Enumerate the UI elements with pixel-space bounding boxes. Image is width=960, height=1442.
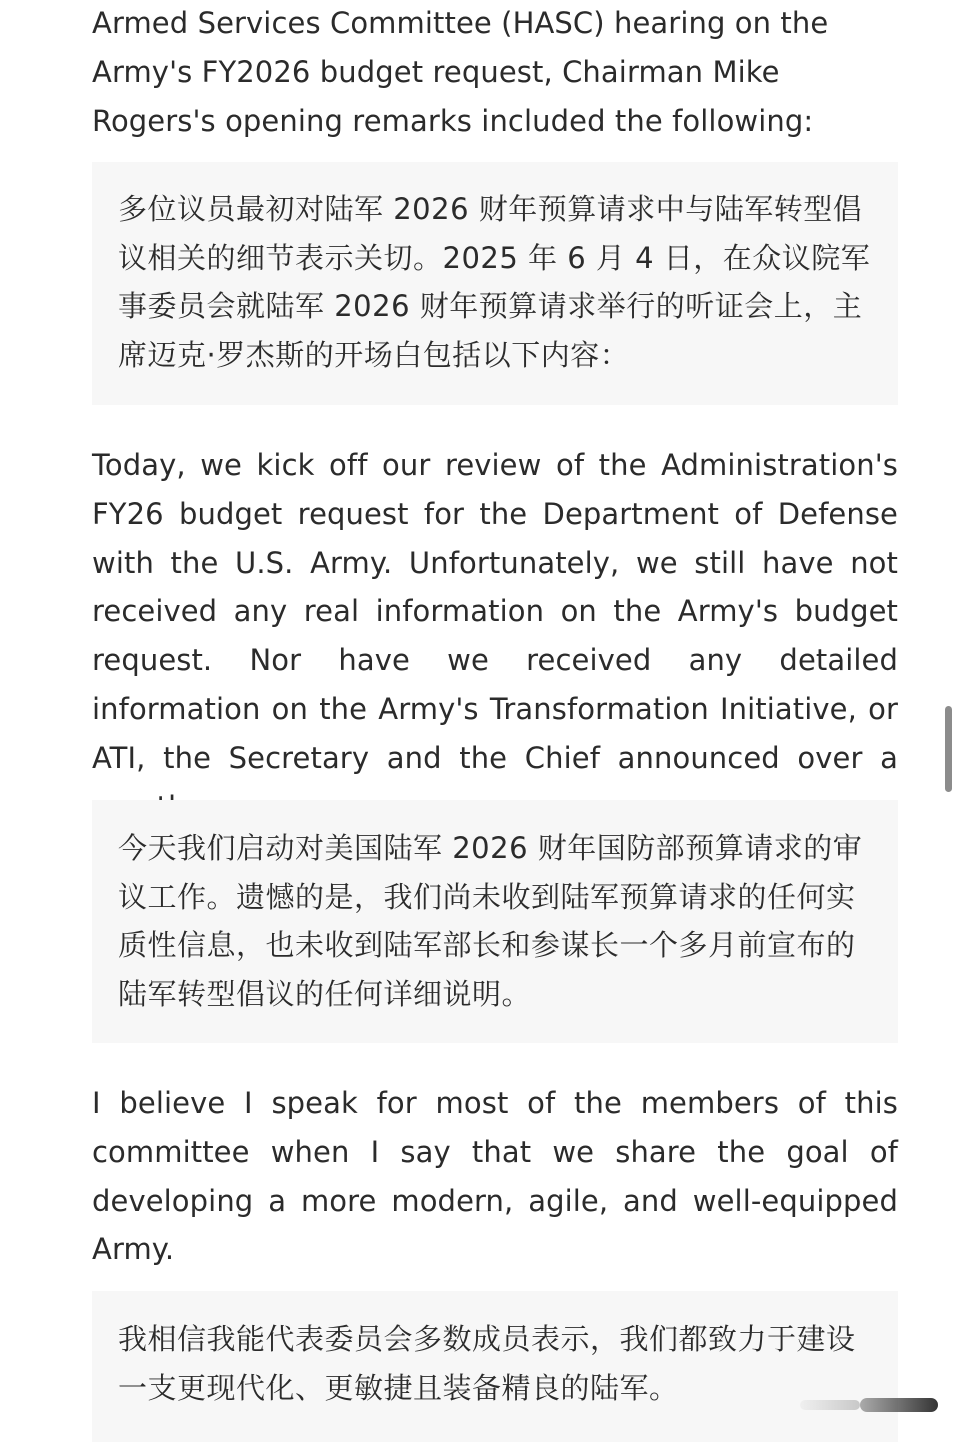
vertical-scrollbar-thumb[interactable] [945, 706, 952, 792]
watermark [800, 1396, 940, 1416]
paragraph-chinese-2: 今天我们启动对美国陆军 2026 财年国防部预算请求的审议工作。遗憾的是，我们尚未收到陆军预算请求的任何实质性信息，也未收到陆军部长和参谋长一个多月前宣布的陆军转型倡议的任何详细说明。 [118, 831, 863, 1011]
watermark-fade-mark [800, 1400, 860, 1410]
paragraph-english-1: Armed Services Committee (HASC) hearing on the Army's FY2026 budget request, Chairman Mike Rogers's opening remarks included the following: [92, 6, 829, 138]
paragraph-english-3: I believe I speak for most of the members of this committee when I say that we share the goal of developing a more modern, agile, and well-equipped Army. [92, 1086, 898, 1267]
translation-block-1 [92, 162, 898, 405]
watermark-dark-mark [860, 1398, 938, 1412]
paragraph-chinese-3: 我相信我能代表委员会多数成员表示，我们都致力于建设一支更现代化、更敏捷且装备精良的陆军。 [118, 1322, 856, 1405]
translation-block-3 [92, 1291, 898, 1442]
paragraph-chinese-1: 多位议员最初对陆军 2026 财年预算请求中与陆军转型倡议相关的细节表示关切。2025 年 6 月 4 日，在众议院军事委员会就陆军 2026 财年预算请求举行的听证会上，主席迈克·罗杰斯的开场白包括以下内容： [118, 192, 871, 372]
paragraph-english-2: Today, we kick off our review of the Administration's FY26 budget request for the Department of Defense with the U.S. Army. Unfortunately, we still have not received any real information on the Army's budget request. Nor have we received any detailed information on the Army's Transformation Initiative, or ATI, the Secretary and the Chief announced over a [92, 448, 898, 775]
translation-block-2 [92, 800, 898, 1043]
